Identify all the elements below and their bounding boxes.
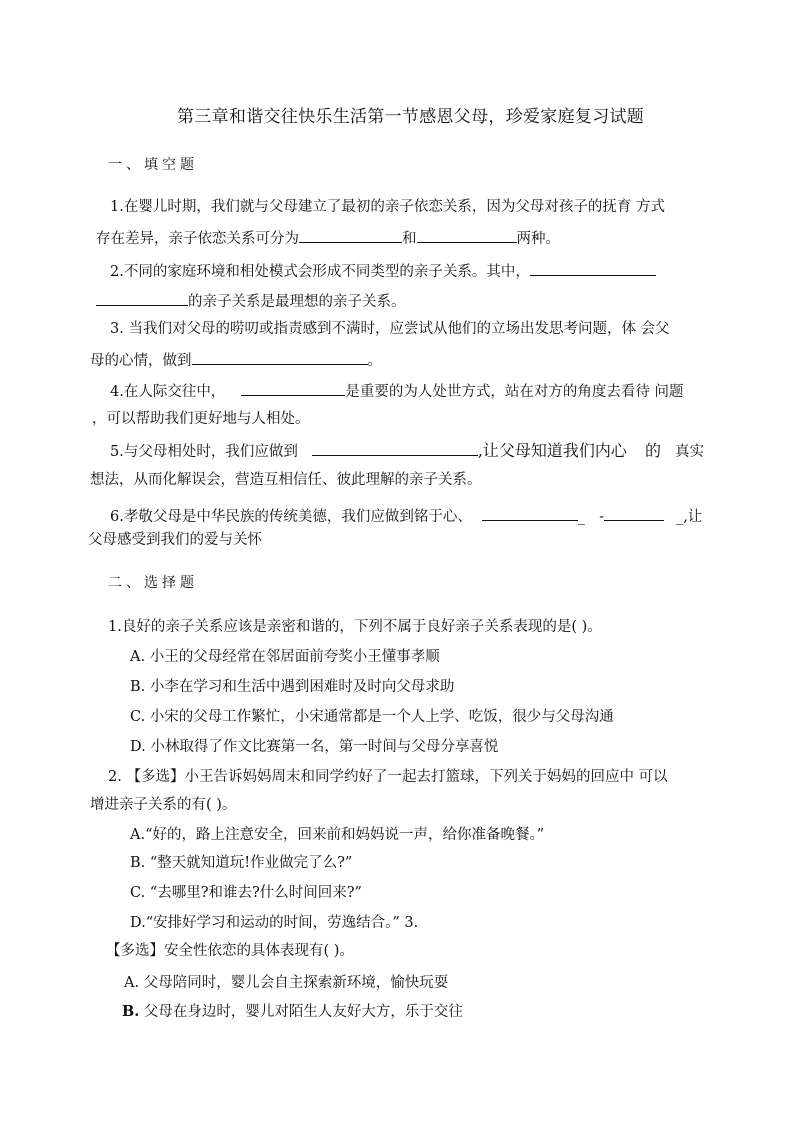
question-3-line-1: 3. 当我们对父母的唠叨或指责感到不满时，应尝试从他们的立场出发思考问题，体 会父 [110,321,670,337]
question-2-text-a: 2.不同的家庭环境和相处模式会形成不同类型的亲子关系。其中， [110,264,530,280]
question-4-text-b: 是重要的为人处世方式，站在对方的角度去看待 问题 [345,384,684,400]
question-5-text-b: ,让父母知道我们内心 [477,441,627,460]
question-2-line-1 [110,260,656,282]
answer-blank[interactable] [192,349,368,365]
question-6-line-2: 父母感受到我们的爱与关怀 [88,532,262,548]
option-b-text: 父母在身边时，婴儿对陌生人友好大方，乐于交往 [139,1004,463,1020]
answer-blank[interactable] [96,290,188,306]
section-heading-fill-in: 一、填空题 [108,157,198,173]
question-4-line-1 [110,380,683,402]
question-5-line-1 [110,440,704,462]
answer-blank[interactable] [299,227,402,243]
question-4-line-2: ，可以帮助我们更好地与人相处。 [92,411,310,427]
question-3-text-a: 母的心情，做到 [90,353,192,369]
question-6-text-b: _ [577,509,586,525]
choice-question-1-stem: 1.良好的亲子关系应该是亲密和谐的，下列不属于良好亲子关系表现的是( )。 [108,619,602,635]
choice-question-2-option-d: D.“安排好学习和运动的时间，劳逸结合。” 3. [130,915,419,931]
question-6-line-1 [110,505,702,527]
choice-question-3-option-b [122,1002,463,1022]
question-4-text-a: 4.在人际交往中， [110,384,226,400]
question-1-line-1: 1.在婴儿时期，我们就与父母建立了最初的亲子依恋关系，因为父母对孩子的抚育 方式 [110,199,665,215]
question-1-text-c: 两种。 [516,231,560,247]
choice-question-2-line-2: 增进亲子关系的有( )。 [90,797,237,813]
choice-question-2-option-b: B. “整天就知道玩!作业做完了么?” [130,855,353,871]
question-1-line-2 [96,227,560,249]
answer-blank[interactable] [241,380,345,396]
choice-question-1-option-d: D. 小林取得了作文比赛第一名，第一时间与父母分享喜悦 [130,739,499,755]
question-6-text-d: _,让 [676,509,703,525]
choice-question-1-option-c: C. 小宋的父母工作繁忙，小宋通常都是一个人上学、吃饭，很少与父母沟通 [130,709,614,725]
section-heading-multiple-choice: 二、选择题 [108,575,198,591]
question-5-line-2: 想法，从而化解误会，营造互相信任、彼此理解的亲子关系。 [90,472,482,488]
choice-question-3-stem: 【多选】安全性依恋的具体表现有( )。 [106,943,354,959]
choice-question-1-option-a: A. 小王的父母经常在邻居面前夸奖小王懂事孝顺 [130,649,440,665]
document-title: 第三章和谐交往快乐生活第一节感恩父母，珍爱家庭复习试题 [177,107,645,127]
question-6-text-a: 6.孝敬父母是中华民族的传统美德，我们应做到铭于心、 [110,509,472,525]
question-5-text-a: 5.与父母相处时，我们应做到 [110,444,298,460]
answer-blank[interactable] [417,227,517,243]
answer-blank[interactable] [312,440,478,456]
answer-blank[interactable] [530,260,656,276]
choice-question-1-option-b: B. 小李在学习和生活中遇到困难时及时向父母求助 [130,679,455,695]
question-2-text-b: 的亲子关系是最理想的亲子关系。 [188,294,406,310]
choice-question-2-option-c: C. “去哪里?和谁去?什么时间回来?” [130,885,362,901]
choice-question-2-option-a: A.“好的，路上注意安全，回来前和妈妈说一声，给你准备晚餐。” [130,827,545,843]
question-1-text-b: 和 [402,231,417,247]
choice-question-2-line-1: 2. 【多选】小王告诉妈妈周末和同学约好了一起去打篮球，下列关于妈妈的回应中 可以 [108,769,668,785]
option-b-letter: B. [122,1003,140,1020]
question-3-text-b: 。 [367,353,382,369]
question-3-line-2 [90,349,382,371]
question-5-text-d: 真实 [674,444,704,460]
question-5-text-c: 的 [644,441,661,460]
question-1-text-a: 存在差异，亲子依恋关系可分为 [96,231,299,247]
question-2-line-2 [96,290,406,312]
question-6-text-c: - [599,509,604,525]
answer-blank[interactable] [604,505,664,521]
answer-blank[interactable] [482,505,578,521]
choice-question-3-option-a: A. 父母陪同时，婴儿会自主探索新环境，愉快玩耍 [124,975,449,991]
